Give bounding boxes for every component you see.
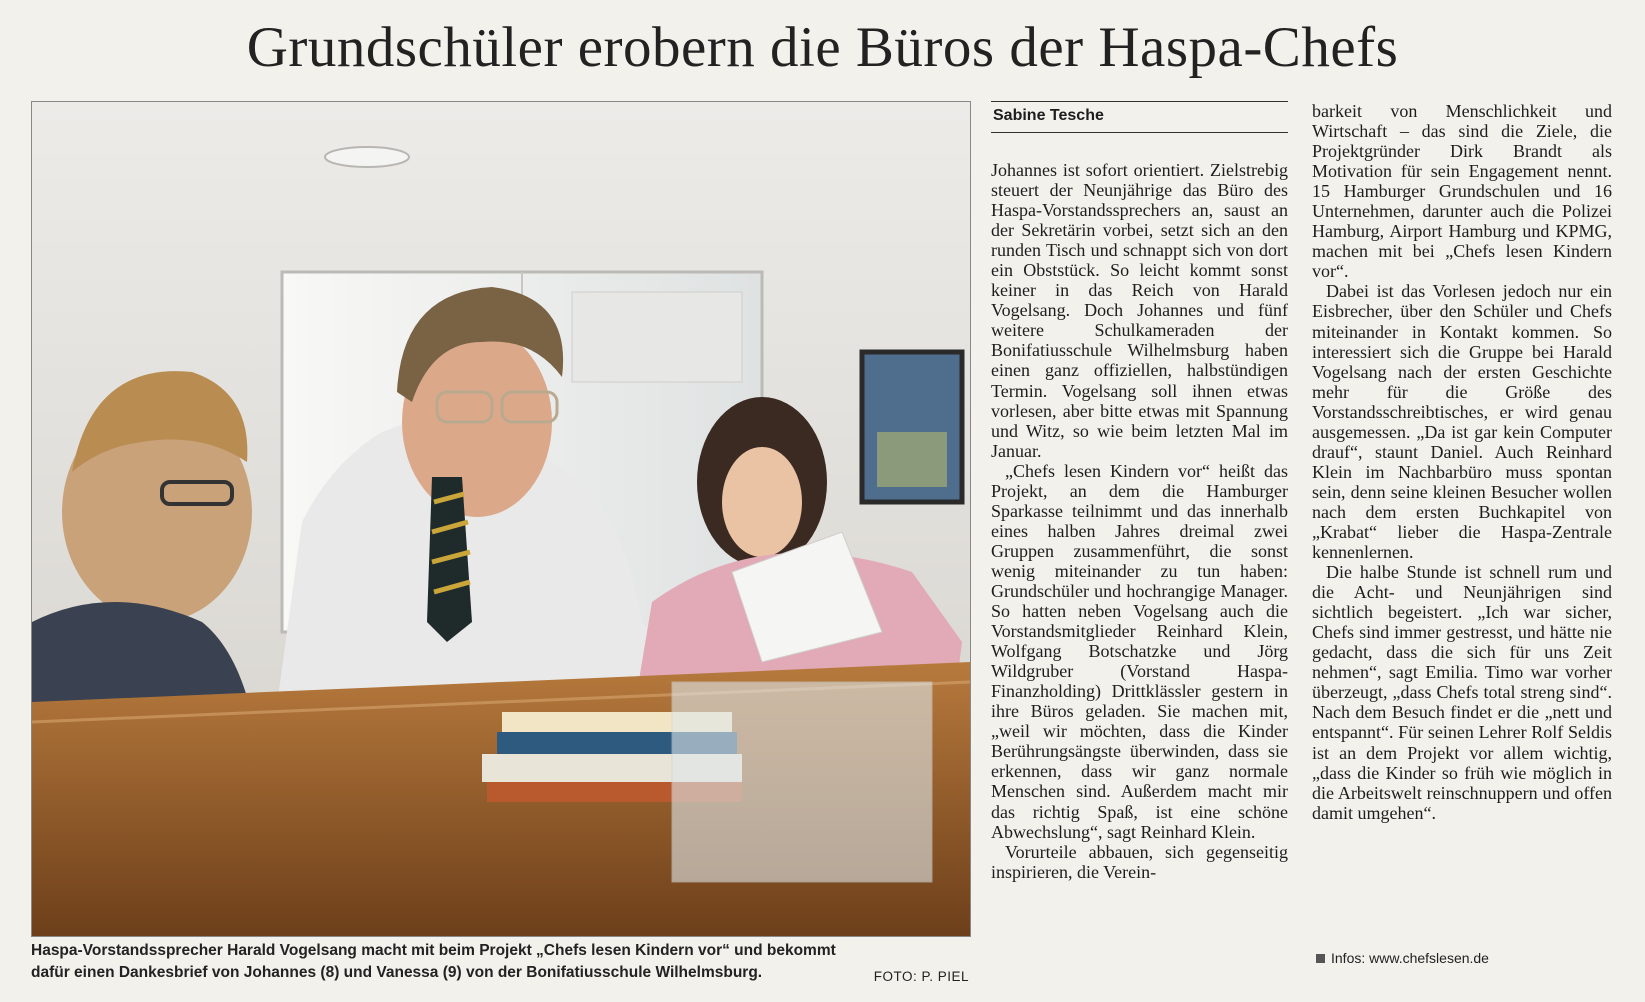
paragraph: Dabei ist das Vorlesen jedoch nur ein Eisbrecher, über den Schüler und Chefs miteinander in Kontakt kommen. So interessiert sich die Gruppe bei Harald Vogelsang nach der ersten Geschichte mehr für die Größe des Vorstandsschreibtisches, er wird genau ausgemessen. „Da ist gar kein Computer drauf“, staunt Daniel. Auch Reinhard Klein im Nachbarbüro muss spontan sein, denn seine kleinen Besucher wollen nach dem ersten Buchkapitel von „Krabat“ lieber die Haspa-Zentrale kennenlernen. <box>1312 281 1612 563</box>
article-column-2 <box>1312 101 1612 823</box>
caption-line-1: Haspa-Vorstandssprecher Harald Vogelsang macht mit beim Projekt „Chefs lesen Kindern vor“ und bekommt <box>31 942 836 959</box>
author-name: Sabine Tesche <box>993 107 1104 124</box>
square-bullet-icon <box>1316 954 1325 963</box>
caption-line-2: dafür einen Dankesbrief von Johannes (8) und Vanessa (9) von der Bonifatiusschule Wilhelmsburg. <box>31 964 763 981</box>
paragraph: Johannes ist sofort orientiert. Zielstrebig steuert der Neunjährige das Büro des Haspa-Vorstandssprechers an, saust an der Sekretärin vorbei, setzt sich an den runden Tisch und schnappt sich von dort ein Obststück. So leicht kommt sonst keiner in das Reich von Harald Vogelsang. Doch Johannes und fünf weitere Schulkameraden der Bonifatiusschule Wilhelmsburg haben einen ganz offiziellen, halbstündigen Termin. Vogelsang soll ihnen etwas vorlesen, aber bitte etwas mit Spannung und Witz, so wie beim letzten Mal im Januar. <box>991 160 1288 461</box>
paragraph: „Chefs lesen Kindern vor“ heißt das Projekt, an dem die Hamburger Sparkasse teilnimmt und das innerhalb eines halben Jahres dreimal zwei Gruppen zusammenführt, die sonst wenig miteinander zu tun haben: Grundschüler und hochrangige Manager. So hatten neben Vogelsang auch die Vorstandsmitglieder Reinhard Klein, Wolfgang Botschatzke und Jörg Wildgruber (Vorstand Haspa-Finanzholding) Drittklässler gestern in ihre Büros geladen. Sie machen mit, „weil wir möchten, dass die Kinder Berührungsängste überwinden, dass sie erkennen, dass wir ganz normale Menschen sind. Außerdem macht mir das richtig Spaß, ist eine schöne Abwechslung“, sagt Reinhard Klein. <box>991 460 1288 842</box>
headline: Grundschüler erobern die Büros der Haspa-Chefs <box>246 16 1399 79</box>
photo-credit: FOTO: P. PIEL <box>873 969 969 984</box>
article-column-1 <box>991 101 1288 882</box>
info-link-text: Infos: www.chefslesen.de <box>1331 950 1489 966</box>
info-line <box>1316 950 1489 966</box>
paragraph: Vorurteile abbauen, sich gegenseitig inspirieren, die Verein- <box>991 841 1288 882</box>
photo-illustration <box>32 102 970 936</box>
photo-caption <box>31 940 969 990</box>
paragraph: barkeit von Menschlichkeit und Wirtschaft – das sind die Ziele, die Projektgründer Dirk Brandt als Motivation für sein Engagement nennt. 15 Hamburger Grundschulen und 16 Unternehmen, darunter auch die Polizei Hamburg, Airport Hamburg und KPMG, machen mit bei „Chefs lesen Kindern vor“. <box>1312 101 1612 282</box>
author-rule-bottom <box>991 132 1288 133</box>
article-photo <box>31 101 971 937</box>
paragraph: Die halbe Stunde ist schnell rum und die Acht- und Neunjährigen sind sichtlich begeistert. „Ich war sicher, Chefs sind immer gestresst, und hätte nie gedacht, dass die sich für uns Zeit nehmen“, sagt Emilia. Timo war vorher überzeugt, „dass Chefs total streng sind“. Nach dem Besuch findet er die „nett und entspannt“. Für seinen Lehrer Rolf Seldis ist an dem Projekt vor allem wichtig, „dass die Kinder so früh wie möglich in die Arbeitswelt reinschnuppern und offen damit umgehen“. <box>1312 562 1612 823</box>
